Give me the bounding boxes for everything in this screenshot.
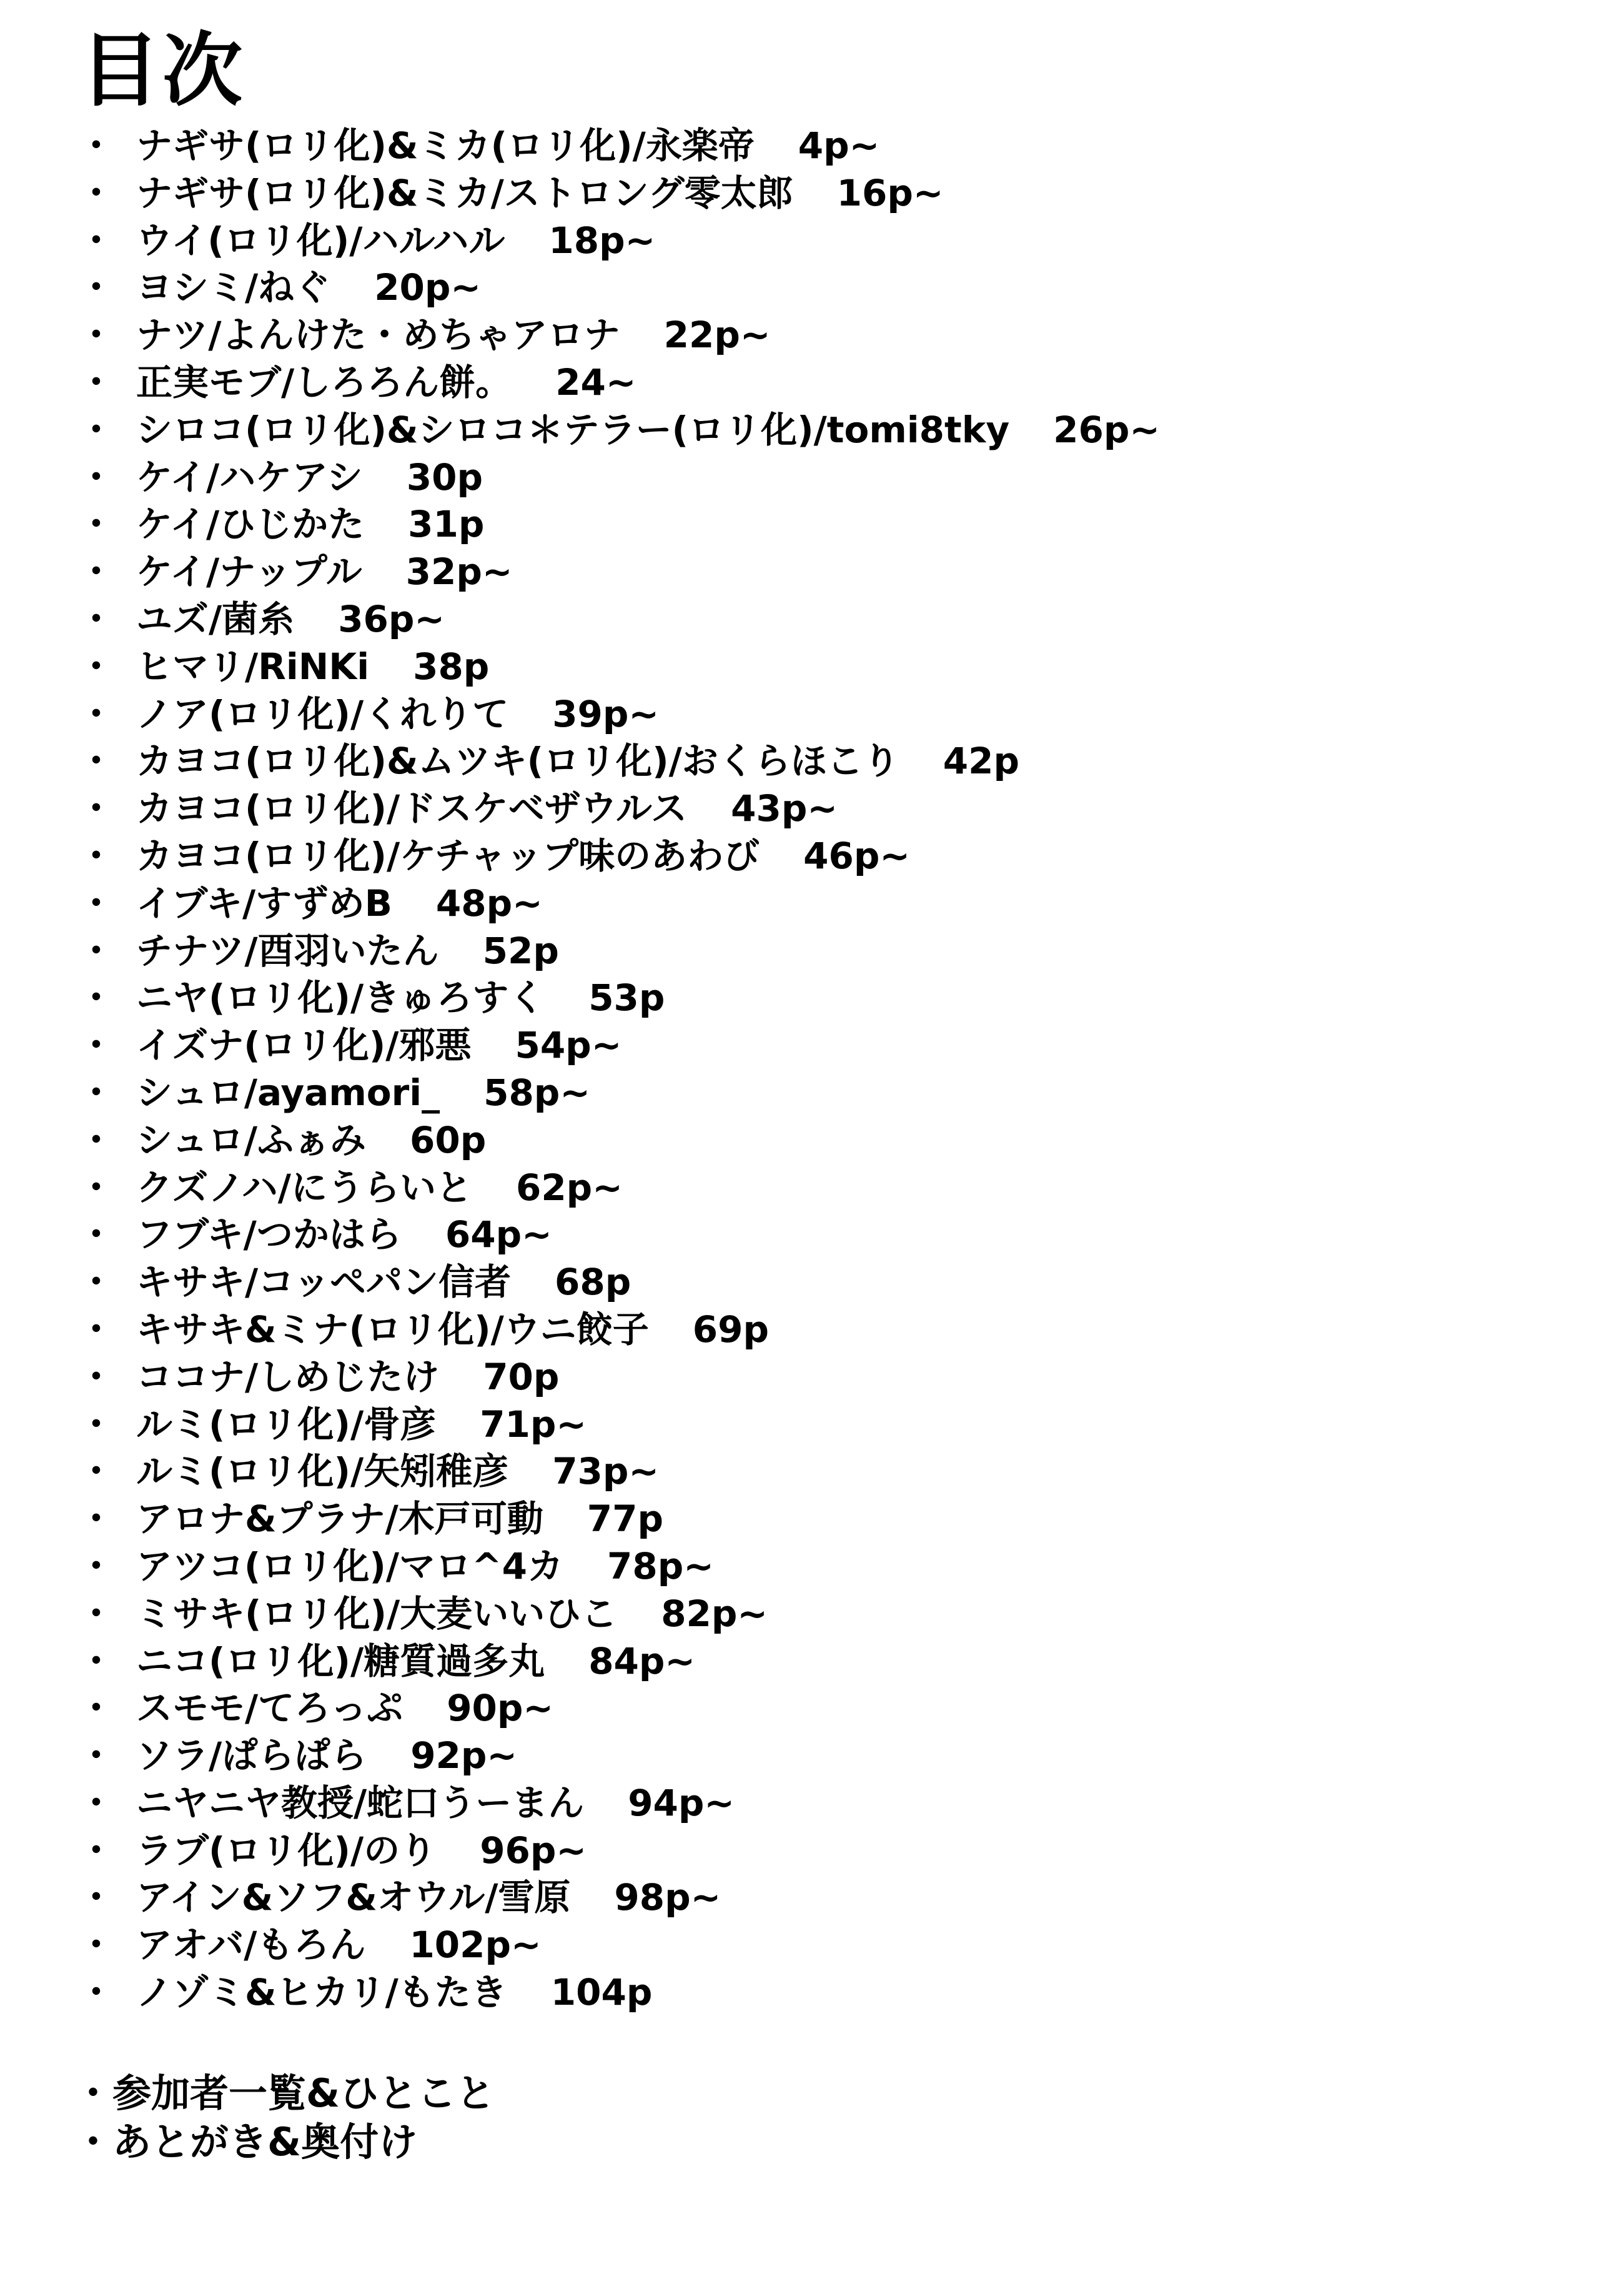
toc-entry-page: 36p~	[338, 597, 445, 640]
toc-entry-title: スモモ/てろっぷ	[136, 1687, 404, 1730]
toc-entry-content	[136, 1496, 663, 1543]
toc-entry-page: 18p~	[548, 219, 656, 262]
toc-entry-title: ケイ/ひじかた	[136, 503, 365, 546]
toc-entry-content	[136, 549, 512, 596]
bullet-icon: ・	[78, 1024, 115, 1067]
toc-entry-content	[136, 928, 559, 975]
toc-entry-page: 73p~	[552, 1450, 660, 1493]
toc-entry-page: 84p~	[588, 1639, 696, 1682]
toc-entry-title: カヨコ(ロリ化)/ケチャップ味のあわび	[136, 834, 760, 877]
bullet-icon: ・	[78, 1639, 115, 1682]
toc-entry-page: 26p~	[1053, 408, 1160, 451]
toc-entry-page: 31p	[408, 503, 485, 546]
bullet-icon: ・	[78, 1261, 115, 1304]
toc-entry-content	[136, 454, 483, 502]
toc-entry-content	[136, 1259, 631, 1306]
toc-entry-page: 102p~	[409, 1924, 542, 1967]
toc-entry-page: 30p	[406, 455, 483, 499]
bullet-icon: ・	[78, 976, 115, 1020]
bullet-icon: ・	[78, 408, 115, 451]
toc-entry-content	[136, 1827, 587, 1875]
toc-entry-page: 104p	[550, 1971, 653, 2014]
bullet-icon: ・	[78, 1924, 115, 1967]
bullet-icon: ・	[78, 692, 115, 735]
bullet-icon: ・	[78, 881, 115, 925]
toc-entry-title: ニヤニヤ教授/蛇口うーまん	[136, 1781, 585, 1824]
toc-entry-page: 42p	[943, 740, 1020, 783]
toc-entry-content	[136, 1780, 735, 1827]
toc-entry-content	[136, 738, 1019, 785]
toc-entry-page: 22p~	[663, 314, 771, 357]
extra-section-item: ・参加者一覧&ひとこと	[74, 2070, 495, 2116]
toc-entry-content	[136, 1448, 659, 1496]
bullet-icon: ・	[78, 1213, 115, 1256]
toc-entry-content	[136, 1354, 559, 1401]
toc-entry-title: キサキ&ミナ(ロリ化)/ウニ餃子	[136, 1308, 649, 1351]
toc-entry-title: ノゾミ&ヒカリ/もたき	[136, 1971, 507, 2014]
toc-entry-title: アツコ(ロリ化)/マロ^4カ	[136, 1544, 563, 1587]
toc-entry-content	[136, 880, 543, 928]
toc-entry-page: 68p	[555, 1261, 631, 1304]
toc-entry-content	[136, 264, 481, 312]
toc-entry-page: 20p~	[374, 266, 482, 309]
toc-entry-title: ニコ(ロリ化)/糖質過多丸	[136, 1639, 545, 1682]
bullet-icon: ・	[78, 834, 115, 877]
toc-entry-page: 58p~	[483, 1071, 590, 1114]
toc-entry-content	[136, 217, 655, 265]
toc-entry-page: 32p~	[405, 550, 513, 593]
toc-entry-title: ユズ/菌糸	[136, 597, 295, 640]
bullet-icon: ・	[78, 360, 115, 404]
toc-entry-title: ケイ/ナップル	[136, 550, 362, 593]
bullet-icon: ・	[78, 1781, 115, 1824]
toc-entry-page: 90p~	[447, 1687, 554, 1730]
bullet-icon: ・	[78, 1355, 115, 1398]
toc-entry-content	[136, 643, 489, 691]
extra-section-item: ・あとがき&奥付け	[74, 2119, 418, 2165]
toc-entry-title: クズノハ/にうらいと	[136, 1166, 472, 1209]
toc-entry-page: 98p~	[614, 1876, 721, 1919]
toc-entry-content	[136, 1922, 542, 1969]
bullet-icon: ・	[78, 503, 115, 546]
bullet-icon: ・	[78, 314, 115, 357]
extras-list	[74, 2069, 495, 2167]
toc-entry-title: 正実モブ/しろろん餅。	[136, 360, 512, 404]
toc-entry-page: 70p	[483, 1355, 560, 1398]
toc-entry-content	[136, 170, 943, 217]
bullet-icon: ・	[78, 1308, 115, 1351]
toc-entry-title: ウイ(ロリ化)/ハルハル	[136, 219, 505, 262]
bullet-icon: ・	[78, 219, 115, 262]
bullet-icon: ・	[78, 455, 115, 499]
toc-entry-page: 94p~	[628, 1781, 735, 1824]
toc-entry-title: カヨコ(ロリ化)&ムツキ(ロリ化)/おくらほこり	[136, 740, 899, 783]
bullet-icon: ・	[78, 1544, 115, 1587]
toc-entry-page: 4p~	[798, 124, 880, 167]
bullet-icon: ・	[78, 1497, 115, 1541]
toc-entry-content	[136, 785, 838, 833]
toc-entry-content	[136, 1638, 695, 1686]
toc-entry-content	[136, 1969, 652, 2017]
toc-entry-title: キサキ/コッペパン信者	[136, 1261, 512, 1304]
toc-entry-page: 69p	[692, 1308, 770, 1351]
bullet-icon: ・	[78, 597, 115, 640]
toc-entry-page: 24~	[555, 360, 636, 404]
toc-entry-title: ルミ(ロリ化)/矢矧稚彦	[136, 1450, 509, 1493]
bullet-icon: ・	[78, 171, 115, 214]
toc-entry-page: 77p	[587, 1497, 663, 1541]
toc-entry-title: シュロ/ふぁみ	[136, 1118, 367, 1161]
toc-entry-page: 71p~	[480, 1403, 587, 1446]
bullet-icon: ・	[78, 1734, 115, 1777]
bullet-icon: ・	[78, 1071, 115, 1114]
page-title: 目次	[80, 24, 245, 117]
bullet-icon: ・	[78, 124, 115, 167]
toc-entry-title: ラブ(ロリ化)/のり	[136, 1829, 437, 1872]
toc-entry-page: 43p~	[731, 787, 838, 830]
bullet-icon: ・	[78, 1876, 115, 1919]
toc-entry-title: ヒマリ/RiNKi	[136, 645, 370, 688]
toc-entry-title: チナツ/酉羽いたん	[136, 929, 439, 972]
toc-entry-content	[136, 1732, 517, 1780]
toc-entry-title: シロコ(ロリ化)&シロコ＊テラー(ロリ化)/tomi8tky	[136, 408, 1010, 451]
toc-entry-page: 64p~	[445, 1213, 552, 1256]
bullet-icon: ・	[78, 929, 115, 972]
toc-entry-page: 60p	[410, 1118, 487, 1161]
toc-entry-content	[136, 1685, 553, 1732]
toc-entry-page: 62p~	[515, 1166, 623, 1209]
bullet-icon: ・	[78, 740, 115, 783]
toc-entry-content	[136, 1070, 590, 1117]
toc-entry-content	[136, 122, 879, 170]
toc-entry-title: ミサキ(ロリ化)/大麦いいひこ	[136, 1592, 618, 1635]
bullet-icon: ・	[78, 550, 115, 593]
toc-entry-content	[136, 596, 445, 643]
bullet-icon: ・	[78, 1450, 115, 1493]
bullet-icon: ・	[78, 1687, 115, 1730]
toc-entry-title: ケイ/ハケアシ	[136, 455, 363, 499]
toc-entry-content	[136, 1117, 486, 1164]
toc-entry-page: 16p~	[836, 171, 944, 214]
toc-entry-content	[136, 1164, 623, 1212]
toc-entry-title: ヨシミ/ねぐ	[136, 266, 331, 309]
bullet-icon: ・	[78, 1971, 115, 2014]
toc-entry-content	[136, 833, 910, 880]
bullet-icon: ・	[78, 787, 115, 830]
toc-entry-content	[136, 1543, 714, 1591]
toc-entry-title: ナツ/よんけた・めちゃアロナ	[136, 314, 620, 357]
toc-entry-title: アイン&ソフ&オウル/雪原	[136, 1876, 571, 1919]
toc-entry-content	[136, 312, 770, 359]
toc-entry-page: 48p~	[435, 881, 543, 925]
toc-entry-title: イブキ/すずめB	[136, 881, 392, 925]
toc-entry-title: フブキ/つかはら	[136, 1213, 402, 1256]
toc-entry-page: 53p	[588, 976, 665, 1020]
toc-entry-title: アオバ/もろん	[136, 1924, 366, 1967]
toc-entry-page: 54p~	[515, 1024, 622, 1067]
toc-entry-title: カヨコ(ロリ化)/ドスケベザウルス	[136, 787, 688, 830]
toc-entry-title: ニヤ(ロリ化)/きゅろすく	[136, 976, 545, 1020]
bullet-icon: ・	[78, 1592, 115, 1635]
toc-entry-content	[136, 359, 636, 407]
toc-entry-title: イズナ(ロリ化)/邪悪	[136, 1024, 472, 1067]
toc-entry-page: 52p	[482, 929, 559, 972]
bullet-icon: ・	[78, 266, 115, 309]
toc-entry-content	[136, 1591, 768, 1638]
bullet-icon: ・	[78, 1166, 115, 1209]
toc-entry-title: アロナ&プラナ/木戸可動	[136, 1497, 543, 1541]
bullet-icon: ・	[78, 645, 115, 688]
bullet-icon: ・	[78, 1118, 115, 1161]
toc-entry-page: 39p~	[552, 692, 660, 735]
toc-entry-title: ノア(ロリ化)/くれりて	[136, 692, 509, 735]
toc-entry-title: ココナ/しめじたけ	[136, 1355, 440, 1398]
toc-entry-content	[136, 975, 665, 1022]
toc-entry-page: 46p~	[803, 834, 910, 877]
toc-entry-content	[136, 501, 484, 549]
toc-entry-title: ルミ(ロリ化)/骨彦	[136, 1403, 437, 1446]
toc-entry-page: 78p~	[607, 1544, 714, 1587]
toc-entry-content	[136, 407, 1160, 454]
toc-entry-title: ソラ/ぱらぱら	[136, 1734, 367, 1777]
toc-entry-content	[136, 1211, 552, 1259]
toc-entry-title: ナギサ(ロリ化)&ミカ(ロリ化)/永楽帝	[136, 124, 755, 167]
bullet-icon: ・	[78, 1829, 115, 1872]
toc-entry-content	[136, 691, 659, 738]
bullet-icon: ・	[78, 1403, 115, 1446]
toc-entry-content	[136, 1401, 587, 1449]
toc-entry-title: シュロ/ayamori_	[136, 1071, 440, 1114]
toc-entry-content	[136, 1022, 621, 1070]
toc-entry-page: 96p~	[480, 1829, 587, 1872]
toc-entry-title: ナギサ(ロリ化)&ミカ/ストロング零太郎	[136, 171, 793, 214]
toc-entry-page: 38p	[413, 645, 490, 688]
toc-entry-page: 82p~	[661, 1592, 768, 1635]
toc-entry-page: 92p~	[410, 1734, 518, 1777]
toc-entry-content	[136, 1874, 721, 1922]
toc-entry-content	[136, 1306, 769, 1354]
